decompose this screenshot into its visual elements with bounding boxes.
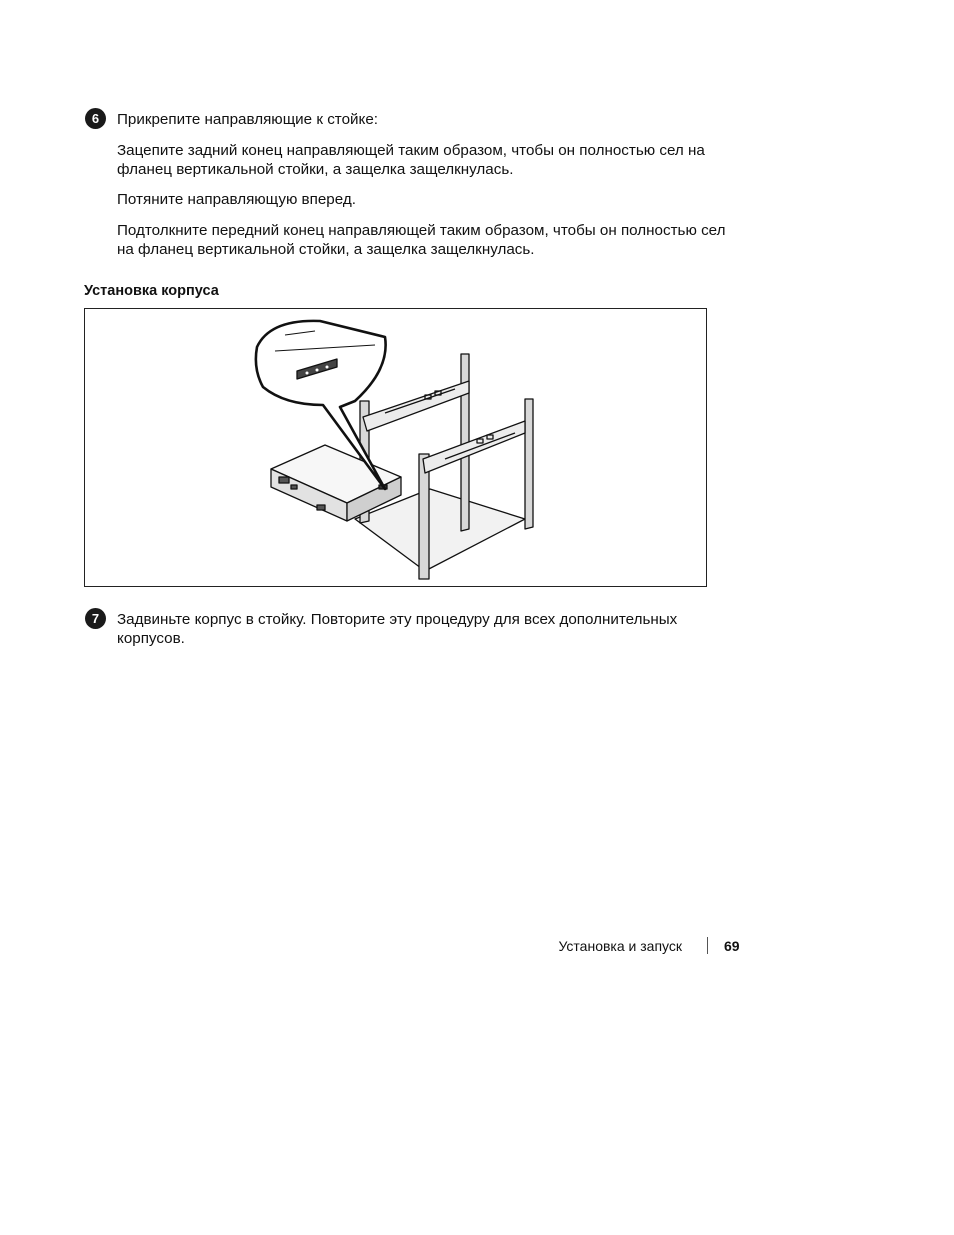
footer-section-title: Установка и запуск <box>558 938 682 954</box>
footer-separator <box>707 937 708 954</box>
step-6-title: Прикрепите направляющие к стойке: <box>117 111 378 128</box>
figure-caption: Установка корпуса <box>84 283 219 299</box>
rack-illustration <box>85 309 708 588</box>
step-7-badge: 7 <box>85 608 106 629</box>
step-7-text: Задвиньте корпус в стойку. Повторите эту процедуру для всех дополнительных корпусов. <box>117 611 678 647</box>
page-number: 69 <box>724 938 740 954</box>
step-6-paragraph-3: Подтолкните передний конец направляющей таким образом, чтобы он полностью сел на фланец вертикальной стойки, а защелка защелкнулась. <box>117 222 726 258</box>
step-6-paragraph-2: Потяните направляющую вперед. <box>117 191 356 208</box>
step-6-badge: 6 <box>85 108 106 129</box>
figure-frame <box>84 308 707 587</box>
step-6-paragraph-1: Зацепите задний конец направляющей таким образом, чтобы он полностью сел на фланец вертикальной стойки, а защелка защелкнулась. <box>117 142 705 178</box>
